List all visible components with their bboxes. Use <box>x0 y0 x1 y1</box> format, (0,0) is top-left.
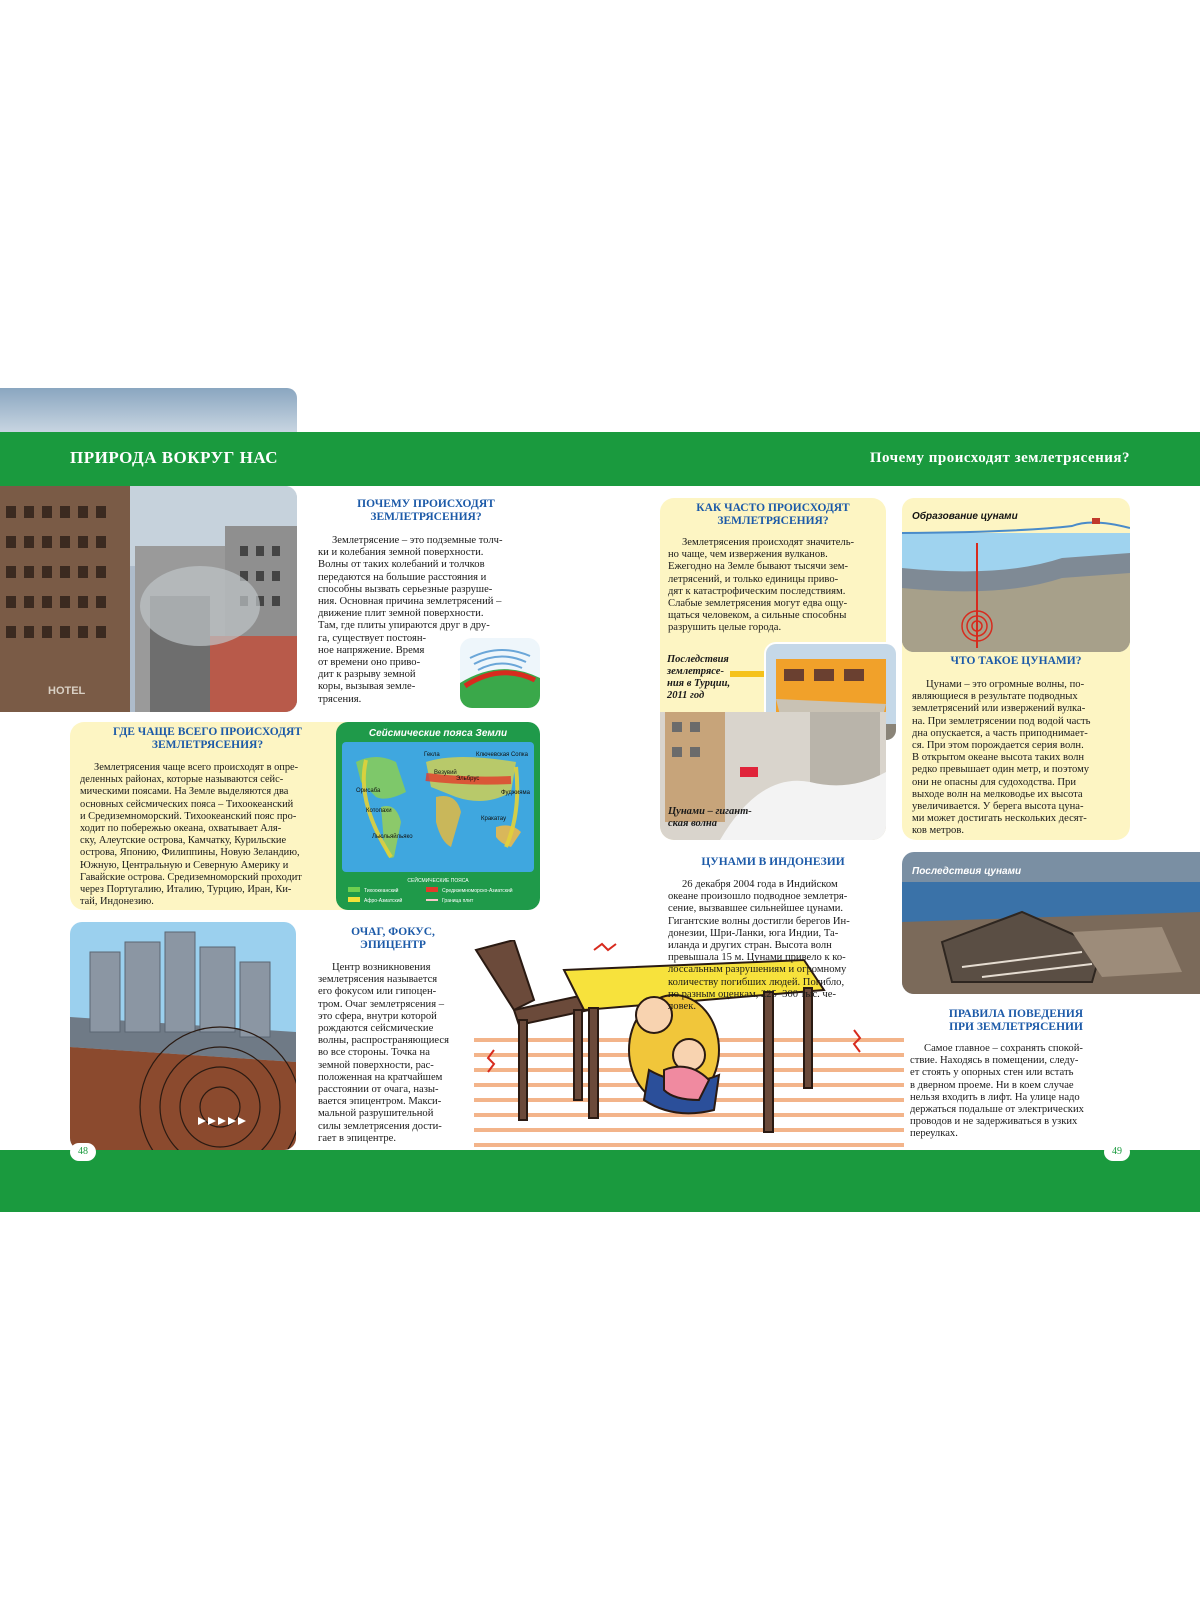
tsunami-aftermath-photo <box>902 852 1200 994</box>
map-legend-pacific: Тихоокеанский <box>364 888 399 894</box>
where-text: Землетрясения чаще всего происходят в опре- деленных районах, которые называются сейс- мическими поясами. На Земле выделяются два основных сейсмических пояса – Тихоокеанский и Средиземноморский. Тихоокеанский пояс про- ходит по побережью океана, охватывает Аля- ску, Алеутские острова, Камчатку, Курильские острова, Японию, Филиппины, Новую Зеландию, Южную, Центральную и Северную Америку и Гавайские острова. Средиземноморский проходит через Португалию, Италию, Турцию, Иран, Ки- тай, Индонезию. <box>80 762 302 908</box>
indonesia-title: ЦУНАМИ В ИНДОНЕЗИИ <box>701 856 845 868</box>
map-legend-afro: Афро-Азиатский <box>364 898 403 904</box>
turkey-caption: Последствия землетрясе- ния в Турции, 2011 год <box>667 654 731 701</box>
page-number-right: 49 <box>1104 1143 1130 1161</box>
tsunami-wave-caption: Цунами – гигант- ская волна <box>668 806 752 829</box>
header-left-title: ПРИРОДА ВОКРУГ НАС <box>70 448 279 467</box>
epicenter-illustration <box>70 922 296 1150</box>
map-legend-mediterranean: Средиземноморско-Азиатский <box>442 888 513 894</box>
tsunami-text: Цунами – это огромные волны, по- являющиеся в результате подводных землетрясений или извержений вулка- на. При землетрясении под водой часть дна опускается, а часть приподнимает- ся. При этом порождается серия волн. В открытом океане высота таких волн редко превышает один метр, и поэтому они не опасны для судоходства. При выходе волн на мелководье их высота увеличивается. У берега высота цуна- ми может достигать нескольких десят- ков метров. <box>912 679 1091 837</box>
map-title: Сейсмические пояса Земли <box>368 728 508 739</box>
indonesia-text: 26 декабря 2004 года в Индийском океане произошло подводное землетря- сение, вызвавшее сильнейшее цунами. Гигантские волны достигли берегов Ин- донезии, Шри-Ланки, юга Индии, Та- иланда и других стран. Высота волн превышала 15 м. Цунами привело к ко- лоссальным разрушениям и огромному количеству погибших людей. Погибло, по разным оценкам, 225–300 тыс. че- ловек. <box>668 879 850 1013</box>
tsunami-title: ЧТО ТАКОЕ ЦУНАМИ? <box>950 655 1082 667</box>
map-label-vesuvius: Везувий <box>434 770 457 776</box>
map-legend-title: СЕЙСМИЧЕСКИЕ ПОЯСА <box>407 878 469 884</box>
map-label-fuji: Фуджияма <box>501 790 530 796</box>
map-label-llullaillaco: Льюльяйльяко <box>372 834 413 840</box>
where-title: ГДЕ ЧАЩЕ ВСЕГО ПРОИСХОДЯТ ЗЕМЛЕТРЯСЕНИЯ? <box>113 726 302 751</box>
footer-bar <box>0 1150 1200 1212</box>
map-label-hekla: Гекла <box>424 752 440 758</box>
map-label-elbrus: Эльбрус <box>456 776 480 782</box>
map-label-orizaba: Орисаба <box>356 788 381 794</box>
plates-diagram <box>460 638 540 708</box>
top-photo-strip <box>0 388 297 433</box>
tsunami-formation-diagram <box>902 498 1130 652</box>
hotel-sign: HOTEL <box>48 685 86 697</box>
map-label-klyuchevskaya: Ключевская Сопка <box>476 752 528 758</box>
header-right-title: Почему происходят землетрясения? <box>869 450 1130 466</box>
map-label-krakatau: Кракатау <box>481 816 507 822</box>
tsunami-aftermath-label: Последствия цунами <box>912 866 1022 877</box>
rules-title: ПРАВИЛА ПОВЕДЕНИЯ ПРИ ЗЕМЛЕТРЯСЕНИИ <box>948 1008 1084 1033</box>
map-legend-boundary: Граница плит <box>442 898 474 904</box>
why-text: Землетрясение – это подземные толч- ки и колебания земной поверхности. Волны от таких колебаний и толчков передаются на большие расстояния и способны вызвать серьезные разруше- ния. Основная причина землетрясений – движение плит земной поверхности. Там, где плиты упираются друг в дру- га, существует постоян- ное напряжение. Время от времени оно приво- дит к разрыву земной коры, вызывая земле- трясения. <box>318 535 503 705</box>
destroyed-buildings-photo <box>0 486 297 712</box>
tsunami-formation-label: Образование цунами <box>912 511 1018 522</box>
focus-title: ОЧАГ, ФОКУС, ЭПИЦЕНТР <box>351 926 435 951</box>
why-title: ПОЧЕМУ ПРОИСХОДЯТ ЗЕМЛЕТРЯСЕНИЯ? <box>357 498 495 523</box>
rules-text: Самое главное – сохранять спокой- ствие. Находясь в помещении, следу- ет стоять у опорных стен или встать в дверном проеме. Ни в коем случае нельзя входить в лифт. На улице надо держаться подальше от электрических проводов и не задерживаться в узких переулках. <box>910 1043 1084 1140</box>
focus-text: Центр возникновения землетрясения называется его фокусом или гипоцен- тром. Очаг землетрясения – это сфера, внутри которой рождаются сейсмические волны, распространяющиеся во все стороны. Точка на земной поверхности, рас- положенная на кратчайшем расстоянии от очага, назы- вается эпицентром. Макси- мальной разрушительной силы землетрясения дости- гает в эпицентре. <box>318 962 449 1144</box>
how-often-text: Землетрясения происходят значитель- но чаще, чем извержения вулканов. Ежегодно на Земле бывают тысячи зем- летрясений, и только единицы приво- дят к катастрофическим последствиям. Слабые землетрясения могут едва ощу- щаться человеком, а сильные способны разрушить целые города. <box>668 537 855 634</box>
how-often-title: КАК ЧАСТО ПРОИСХОДЯТ ЗЕМЛЕТРЯСЕНИЯ? <box>696 502 850 527</box>
page-number-left: 48 <box>70 1143 96 1161</box>
seismic-belts-map <box>336 722 540 910</box>
map-label-cotopaxi: Котопахи <box>366 808 392 814</box>
